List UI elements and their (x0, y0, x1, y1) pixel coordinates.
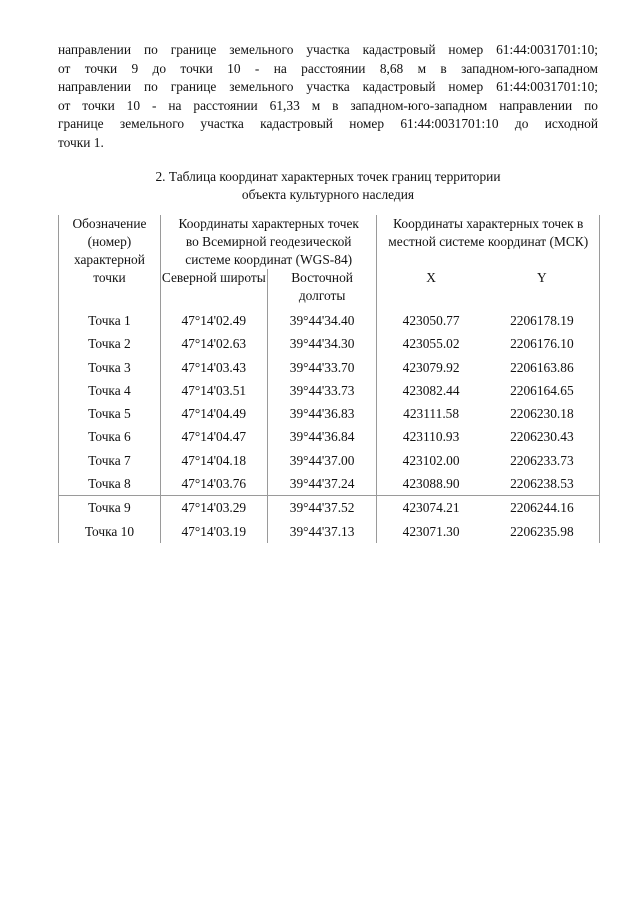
cell-longitude: 39°44'33.73 (267, 379, 377, 402)
cell-latitude: 47°14'03.51 (160, 379, 267, 402)
cell-x: 423074.21 (377, 496, 485, 520)
cell-point-name: Точка 6 (59, 425, 161, 448)
table-row (59, 425, 600, 448)
cell-longitude: 39°44'37.24 (267, 472, 377, 496)
cell-longitude: 39°44'33.70 (267, 356, 377, 379)
table-row (59, 379, 600, 402)
document-body (58, 41, 598, 204)
cell-y: 2206163.86 (485, 356, 600, 379)
text-line: границе земельного участка кадастровый номер 61:44:0031701:10 до исходной (58, 116, 598, 131)
text-line: точки 1. (58, 134, 104, 150)
cell-point-name: Точка 7 (59, 449, 161, 472)
cell-point-name: Точка 1 (59, 309, 161, 332)
text-line: направлении по границе земельного участка кадастровый номер 61:44:0031701:10; (58, 79, 598, 94)
cell-x: 423111.58 (377, 402, 485, 425)
cell-y: 2206176.10 (485, 332, 600, 355)
cell-point-name: Точка 10 (59, 520, 161, 543)
table-row (59, 449, 600, 472)
cell-x: 423082.44 (377, 379, 485, 402)
table-row (59, 356, 600, 379)
cell-point-name: Точка 9 (59, 496, 161, 520)
text-line-content: от точки 9 до точки 10 - на расстоянии 8,68 м в западном-юго-западном (58, 60, 598, 76)
cell-y: 2206233.73 (485, 449, 600, 472)
cell-x: 423088.90 (377, 472, 485, 496)
cell-longitude: 39°44'37.13 (267, 520, 377, 543)
coordinates-table (58, 215, 600, 543)
cell-point-name: Точка 3 (59, 356, 161, 379)
cell-point-name: Точка 4 (59, 379, 161, 402)
caption-line-1: 2. Таблица координат характерных точек границ территории (155, 169, 501, 184)
cell-longitude: 39°44'34.30 (267, 332, 377, 355)
cell-y: 2206178.19 (485, 309, 600, 332)
cell-y: 2206230.18 (485, 402, 600, 425)
table-caption (58, 168, 598, 204)
cell-x: 423050.77 (377, 309, 485, 332)
text-line (58, 60, 598, 79)
header-latitude: Северной широты (160, 269, 267, 309)
caption-line-2: объекта культурного наследия (241, 187, 415, 202)
cell-latitude: 47°14'02.49 (160, 309, 267, 332)
text-line: направлении по границе земельного участка кадастровый номер 61:44:0031701:10; (58, 42, 598, 57)
cell-point-name: Точка 8 (59, 472, 161, 496)
cell-latitude: 47°14'03.29 (160, 496, 267, 520)
cell-x: 423071.30 (377, 520, 485, 543)
cell-longitude: 39°44'34.40 (267, 309, 377, 332)
table-header-row (59, 215, 600, 269)
cell-longitude: 39°44'36.83 (267, 402, 377, 425)
cell-latitude: 47°14'02.63 (160, 332, 267, 355)
cell-y: 2206235.98 (485, 520, 600, 543)
cell-y: 2206238.53 (485, 472, 600, 496)
table-row (59, 402, 600, 425)
cell-latitude: 47°14'04.49 (160, 402, 267, 425)
cell-x: 423110.93 (377, 425, 485, 448)
table-row (59, 332, 600, 355)
cell-latitude: 47°14'04.18 (160, 449, 267, 472)
cell-longitude: 39°44'37.52 (267, 496, 377, 520)
cell-x: 423079.92 (377, 356, 485, 379)
header-x: X (377, 269, 485, 309)
header-wgs84: Координаты характерных точек во Всемирной геодезической системе координат (WGS-84) (160, 215, 377, 269)
table-row (59, 309, 600, 332)
text-line (58, 97, 598, 116)
cell-y: 2206164.65 (485, 379, 600, 402)
cell-latitude: 47°14'04.47 (160, 425, 267, 448)
cell-x: 423055.02 (377, 332, 485, 355)
cell-x: 423102.00 (377, 449, 485, 472)
cell-latitude: 47°14'03.19 (160, 520, 267, 543)
table-row (59, 520, 600, 543)
header-longitude: Восточной долготы (267, 269, 377, 309)
cell-point-name: Точка 2 (59, 332, 161, 355)
cell-latitude: 47°14'03.76 (160, 472, 267, 496)
table-row (59, 496, 600, 520)
cell-longitude: 39°44'36.84 (267, 425, 377, 448)
cell-longitude: 39°44'37.00 (267, 449, 377, 472)
cell-y: 2206230.43 (485, 425, 600, 448)
text-line-content: от точки 10 - на расстоянии 61,33 м в западном-юго-западном направлении по (58, 97, 598, 113)
header-msk: Координаты характерных точек в местной системе координат (МСК) (377, 215, 600, 269)
header-y: Y (485, 269, 600, 309)
cell-latitude: 47°14'03.43 (160, 356, 267, 379)
cell-y: 2206244.16 (485, 496, 600, 520)
table-row (59, 472, 600, 496)
header-designation: Обозначение (номер) характерной точки (59, 215, 161, 309)
cell-point-name: Точка 5 (59, 402, 161, 425)
